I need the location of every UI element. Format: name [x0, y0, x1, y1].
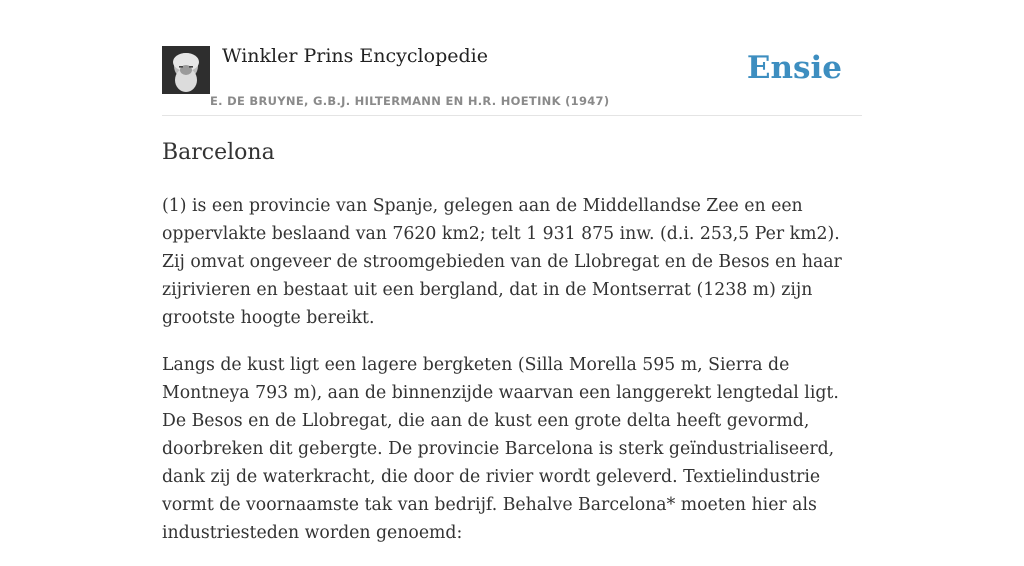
brand-logo-link[interactable]: Ensie [746, 50, 842, 86]
article-paragraph: Langs de kust ligt een lagere bergketen (Silla Morella 595 m, Sierra de Montneya 793 m), aan de binnenzijde waarvan een langgerekt lengtedal ligt. De Besos en de Llobregat, die aan de kust een grote delta heeft gevormd, doorbreken dit gebergte. De provincie Barcelona is sterk geïndustrialiseerd, dank zij de waterkracht, die door de rivier wordt geleverd. Textielindustrie vormt de voornaamste tak van bedrijf. Behalve Barcelona* moeten hier als industriesteden worden genoemd: [162, 355, 839, 543]
content-container [162, 0, 862, 543]
authors-line: E. DE BRUYNE, G.B.J. HILTERMANN EN H.R. HOETINK (1947) [210, 94, 610, 108]
article-body [162, 192, 862, 566]
author-avatar[interactable] [162, 46, 210, 94]
article-title: Barcelona [162, 140, 275, 165]
article-paragraph: (1) is een provincie van Spanje, gelegen aan de Middellandse Zee en een oppervlakte beslaand van 7620 km2; telt 1 931 875 inw. (d.i. 253,5 Per km2). Zij omvat ongeveer de stroomgebieden van de Llobregat en de Besos en haar zijrivieren en bestaat uit een bergland, dat in de Montserrat (1238 m) zijn grootste hoogte bereikt. [162, 196, 842, 328]
author-portrait-image [162, 46, 210, 94]
site-header [162, 0, 862, 116]
site-title[interactable]: Winkler Prins Encyclopedie [222, 45, 488, 67]
